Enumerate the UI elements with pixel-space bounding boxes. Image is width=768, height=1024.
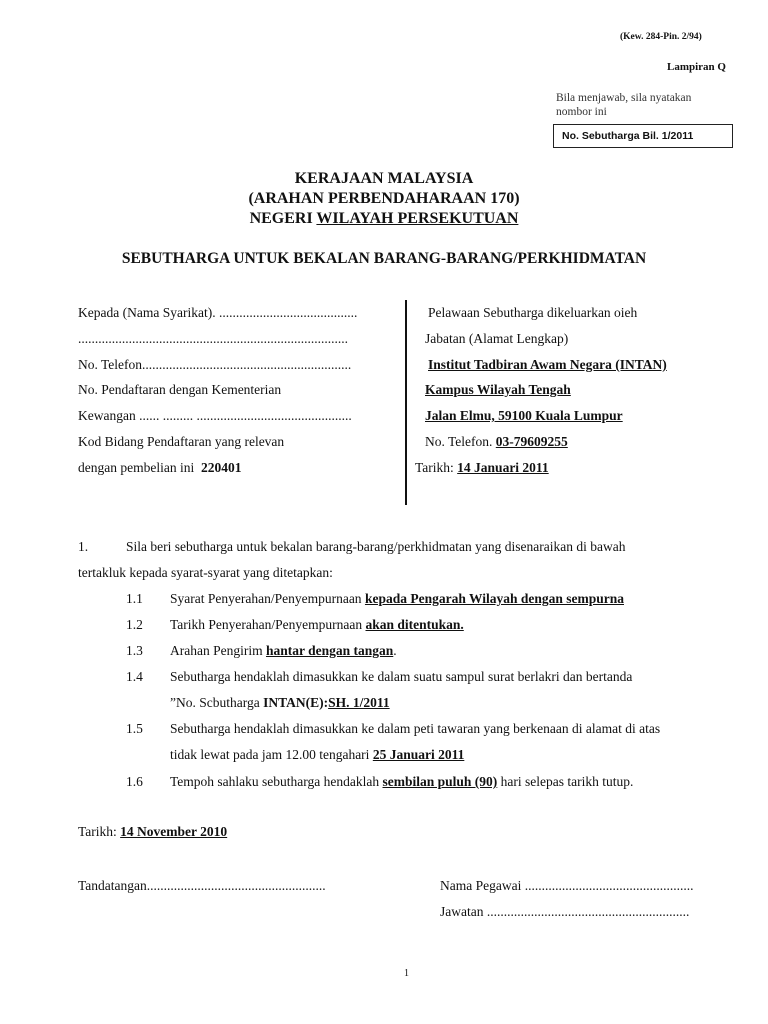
title-line3-underlined: WILAYAH PERSEKUTUAN xyxy=(316,210,519,227)
item-value: kepada Pengarah Wilayah dengan sempurna xyxy=(364,591,624,606)
institution-name: Institut Tadbiran Awam Negara (INTAN) xyxy=(428,357,667,372)
item-text: Sebutharga hendaklah dimasukkan ke dalam peti tawaran yang berkenaan di alamat di atas xyxy=(170,721,661,736)
campus-name: Kampus Wilayah Tengah xyxy=(425,382,571,397)
item-value: INTAN(E) xyxy=(263,695,324,710)
company-name-field: Kepada (Nama Syarikat). ......................................... xyxy=(78,305,358,320)
phone-field: No. Telefon.............................................................. xyxy=(78,357,352,372)
item-number: 1.5 xyxy=(126,721,143,736)
item-suffix: hari selepas tarikh tutup. xyxy=(497,774,634,789)
registration-field: Kewangan ...... ......... .............................................. xyxy=(78,408,352,423)
company-name-continuation: ................................................................................ xyxy=(78,331,348,346)
address-line: Jalan Elmu, 59100 Kuala Lumpur xyxy=(425,408,623,423)
issuer-phone xyxy=(425,434,568,450)
item-text-continuation: ”No. Scbutharga INTAN(E):SH. 1/2011 xyxy=(170,695,390,710)
department-label: Jabatan (Alamat Lengkap) xyxy=(425,331,569,346)
item-suffix: . xyxy=(393,643,397,658)
issue-date xyxy=(415,460,549,476)
signature-field: Tandatangan..................................................... xyxy=(78,878,326,893)
item-number: 1.1 xyxy=(126,591,143,606)
item-text xyxy=(170,617,464,633)
attachment-label: Lampiran Q xyxy=(667,61,726,73)
item-text xyxy=(170,774,633,790)
item-label: Syarat Penyerahan/Penyempurnaan xyxy=(170,591,365,606)
item-number: 1.3 xyxy=(126,643,143,658)
title-line1: KERAJAAN MALAYSIA xyxy=(294,170,474,187)
title-line2: (ARAHAN PERBENDAHARAAN 170) xyxy=(248,190,520,207)
item-number: 1.4 xyxy=(126,669,143,684)
field-code-prefix: dengan pembelian ini xyxy=(78,460,195,475)
reference-number-box: No. Sebutharga Bil. 1/2011 xyxy=(553,124,733,148)
issue-date-prefix: Tarikh: xyxy=(415,460,454,475)
date-value: 14 November 2010 xyxy=(120,824,228,839)
registration-label: No. Pendaftaran dengan Kementerian xyxy=(78,382,282,397)
issuer-label: Pelawaan Sebutharga dikeluarkan oieh xyxy=(428,305,638,320)
title-line3-prefix: NEGERI xyxy=(249,210,317,227)
item-number: 1.6 xyxy=(126,774,143,789)
position-field: Jawatan ............................................................ xyxy=(440,904,690,919)
issuer-phone-prefix: No. Telefon. xyxy=(425,434,493,449)
section-intro-line2: tertakluk kepada syarat-syarat yang ditetapkan: xyxy=(78,565,333,580)
item-label: Arahan Pengirim xyxy=(170,643,266,658)
item-label: Tarikh Penyerahan/Penyempurnaan xyxy=(170,617,366,632)
issue-date-value: 14 Januari 2011 xyxy=(457,460,549,475)
section-number: 1. xyxy=(78,539,89,554)
item-text xyxy=(170,591,624,607)
item-label: ”No. Scbutharga xyxy=(170,695,264,710)
column-divider xyxy=(405,300,407,505)
issuer-phone-value: 03-79609255 xyxy=(495,434,568,449)
field-code-label: Kod Bidang Pendaftaran yang relevan xyxy=(78,434,285,449)
item-value: 25 Januari 2011 xyxy=(372,747,465,762)
officer-name-field: Nama Pegawai .................................................. xyxy=(440,878,694,893)
item-number: 1.2 xyxy=(126,617,143,632)
item-label: Tempoh sahlaku sebutharga hendaklah xyxy=(170,774,383,789)
document-subtitle: SEBUTHARGA UNTUK BEKALAN BARANG-BARANG/PERKHIDMATAN xyxy=(121,250,647,267)
page-number: 1 xyxy=(404,968,409,979)
item-value-underlined: SH. 1/2011 xyxy=(328,695,390,710)
item-text-continuation xyxy=(170,747,464,763)
document-date xyxy=(78,824,227,840)
form-code: (Kew. 284-Pin. 2/94) xyxy=(620,32,702,42)
section-intro-line1: Sila beri sebutharga untuk bekalan barang-barang/perkhidmatan yang disenaraikan di bawah xyxy=(126,539,626,554)
field-code-line xyxy=(78,460,241,476)
title-line3 xyxy=(0,210,768,228)
item-value: hantar dengan tangan xyxy=(265,643,394,658)
item-value: sembilan puluh (90) xyxy=(382,774,498,789)
item-text xyxy=(170,643,397,659)
item-text: Sebutharga hendaklah dimasukkan ke dalam suatu sampul surat berlakri dan bertanda xyxy=(170,669,633,684)
reply-note-line2: nombor ini xyxy=(556,106,607,118)
date-label: Tarikh: xyxy=(78,824,117,839)
item-label: tidak lewat pada jam 12.00 tengahari xyxy=(170,747,373,762)
reply-note-line1: Bila menjawab, sila nyatakan xyxy=(556,92,692,104)
item-value: akan ditentukan. xyxy=(365,617,464,632)
field-code-value: 220401 xyxy=(200,460,242,475)
